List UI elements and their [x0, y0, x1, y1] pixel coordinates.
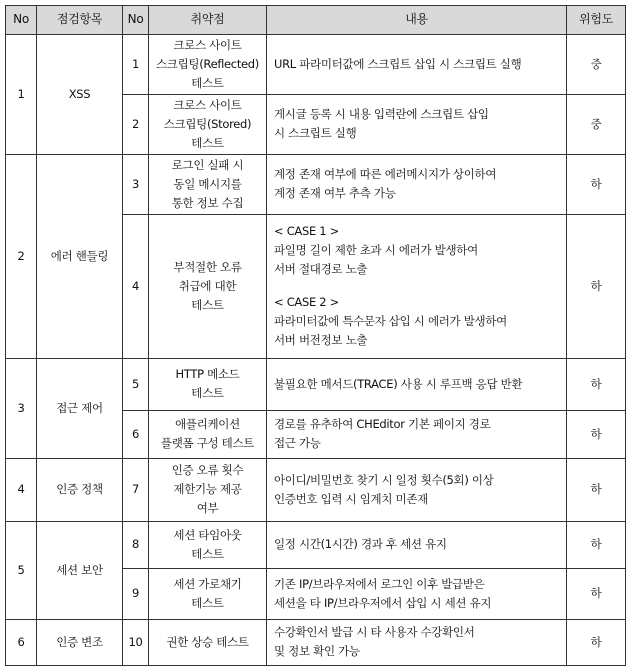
row-no: 10 — [123, 619, 149, 665]
vulnerability-table — [5, 5, 626, 666]
table-row — [6, 358, 626, 410]
group-category: 세션 보안 — [37, 521, 123, 619]
vulnerability-line: 테스트 — [191, 546, 224, 561]
group-category: 인증 정책 — [37, 458, 123, 521]
content-cell — [267, 568, 567, 619]
content-line: URL 파라미터값에 스크립트 삽입 시 스크립트 실행 — [274, 56, 522, 71]
vulnerability-line: 세션 가로채기 — [173, 576, 242, 591]
vulnerability-line: 크로스 사이트 — [173, 38, 242, 52]
group-category: 인증 변조 — [37, 619, 123, 665]
vulnerability-line: 통한 정보 수집 — [171, 195, 244, 210]
vulnerability-line: 크로스 사이트 — [173, 97, 242, 112]
table-row — [6, 521, 626, 568]
row-no: 5 — [123, 358, 149, 410]
group-category: 에러 핸들링 — [37, 154, 123, 358]
row-no: 2 — [123, 94, 149, 154]
content-line: 접근 가능 — [274, 436, 321, 451]
vulnerability-line: 여부 — [196, 501, 219, 516]
vulnerability-cell — [149, 35, 267, 95]
row-no: 3 — [123, 154, 149, 214]
row-no: 4 — [123, 214, 149, 358]
vulnerability-line: 테스트 — [191, 135, 224, 150]
risk-cell: 하 — [567, 458, 626, 521]
group-no: 5 — [6, 521, 37, 619]
content-cell — [267, 619, 567, 665]
header-no: No — [6, 6, 37, 35]
content-line: 불필요한 메서드(TRACE) 사용 시 루프백 응답 반환 — [274, 376, 523, 391]
vulnerability-cell — [149, 94, 267, 154]
content-line: 경로를 유추하여 CHEditor 기본 페이지 경로 — [274, 417, 491, 432]
row-no: 8 — [123, 521, 149, 568]
content-cell — [267, 521, 567, 568]
table-row — [6, 619, 626, 665]
risk-cell: 하 — [567, 358, 626, 410]
risk-cell: 중 — [567, 94, 626, 154]
vulnerability-line: 인증 오류 횟수 — [171, 463, 244, 478]
header-sub-no: No — [123, 6, 149, 35]
vulnerability-line: 제한기능 제공 — [173, 482, 242, 497]
risk-cell: 하 — [567, 619, 626, 665]
group-no: 4 — [6, 458, 37, 521]
vulnerability-line: 스크립팅(Reflected) — [156, 56, 259, 71]
group-category: XSS — [37, 35, 123, 155]
row-no: 1 — [123, 35, 149, 95]
vulnerability-line: 플랫폼 구성 테스트 — [160, 436, 255, 451]
header-content: 내용 — [267, 6, 567, 35]
content-cell — [267, 358, 567, 410]
content-line: 서버 버전정보 노출 — [274, 333, 368, 348]
content-cell — [267, 214, 567, 358]
content-line: < CASE 1 > — [274, 224, 340, 239]
vulnerability-line: 세션 타임아웃 — [173, 527, 242, 542]
table-row — [6, 154, 626, 214]
content-cell — [267, 154, 567, 214]
content-line: 계정 존재 여부 추측 가능 — [274, 186, 396, 201]
table-row — [6, 35, 626, 95]
content-line: 서버 절대경로 노출 — [274, 262, 368, 277]
content-line: 인증번호 입력 시 임계치 미존재 — [274, 491, 428, 506]
vulnerability-cell — [149, 521, 267, 568]
row-no: 9 — [123, 568, 149, 619]
vulnerability-line: 테스트 — [191, 386, 224, 401]
row-no: 6 — [123, 410, 149, 458]
vulnerability-line: 로그인 실패 시 — [171, 157, 244, 172]
risk-cell: 하 — [567, 214, 626, 358]
vulnerability-cell — [149, 619, 267, 665]
content-line: 계정 존재 여부에 따른 에러메시지가 상이하여 — [274, 167, 497, 182]
vulnerability-line: 부적절한 오류 — [173, 259, 242, 274]
content-line: 수강확인서 발급 시 타 사용자 수강확인서 — [274, 625, 475, 640]
content-line: 파일명 길이 제한 초과 시 에러가 발생하여 — [274, 243, 478, 258]
row-no: 7 — [123, 458, 149, 521]
vulnerability-line: 권한 상승 테스트 — [166, 634, 249, 649]
risk-cell: 중 — [567, 35, 626, 95]
content-line: 세션을 타 IP/브라우저에서 삽입 시 세션 유지 — [274, 595, 492, 610]
vulnerability-cell — [149, 568, 267, 619]
vulnerability-cell — [149, 458, 267, 521]
risk-cell: 하 — [567, 154, 626, 214]
group-no: 2 — [6, 154, 37, 358]
vulnerability-cell — [149, 214, 267, 358]
table-row — [6, 458, 626, 521]
vulnerability-cell — [149, 410, 267, 458]
vulnerability-line: 테스트 — [191, 297, 224, 312]
header-vulnerability: 취약점 — [149, 6, 267, 35]
content-line: 및 정보 확인 가능 — [274, 644, 360, 659]
content-spacer — [274, 279, 562, 293]
content-line: 시 스크립트 실행 — [274, 126, 357, 141]
content-line: 기존 IP/브라우저에서 로그인 이후 발급받은 — [274, 576, 485, 591]
content-cell — [267, 35, 567, 95]
header-row — [6, 6, 626, 35]
vulnerability-line: HTTP 메소드 — [175, 367, 240, 382]
content-line: 아이디/비밀번호 찾기 시 일정 횟수(5회) 이상 — [274, 472, 494, 487]
risk-cell: 하 — [567, 521, 626, 568]
content-cell — [267, 410, 567, 458]
content-line: < CASE 2 > — [274, 295, 340, 310]
content-line: 게시글 등록 시 내용 입력란에 스크립트 삽입 — [274, 107, 489, 122]
content-cell — [267, 458, 567, 521]
risk-cell: 하 — [567, 410, 626, 458]
header-category: 점검항목 — [37, 6, 123, 35]
content-line: 일정 시간(1시간) 경과 후 세션 유지 — [274, 537, 447, 552]
group-category: 접근 제어 — [37, 358, 123, 458]
vulnerability-line: 취급에 대한 — [178, 278, 237, 293]
vulnerability-line: 애플리케이션 — [175, 417, 240, 432]
header-risk: 위험도 — [567, 6, 626, 35]
vulnerability-cell — [149, 154, 267, 214]
vulnerability-line: 테스트 — [191, 75, 224, 90]
group-no: 3 — [6, 358, 37, 458]
risk-cell: 하 — [567, 568, 626, 619]
content-cell — [267, 94, 567, 154]
vulnerability-line: 동일 메시지를 — [173, 176, 242, 191]
vulnerability-cell — [149, 358, 267, 410]
vulnerability-line: 스크립팅(Stored) — [163, 116, 252, 131]
vulnerability-line: 테스트 — [191, 595, 224, 610]
group-no: 1 — [6, 35, 37, 155]
content-line: 파라미터값에 특수문자 삽입 시 에러가 발생하여 — [274, 314, 507, 329]
group-no: 6 — [6, 619, 37, 665]
